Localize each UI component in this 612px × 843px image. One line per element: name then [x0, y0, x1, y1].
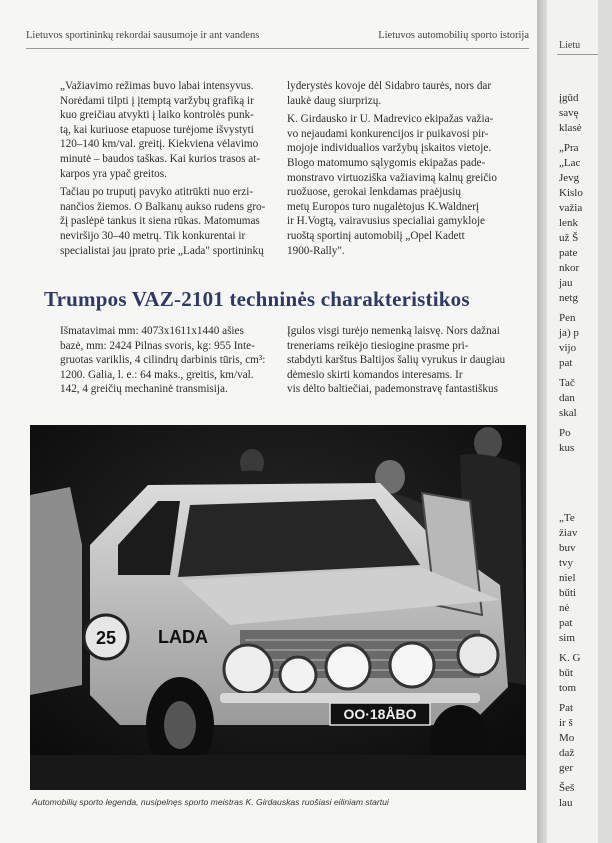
adjacent-text-fragment: K. G: [559, 652, 581, 664]
adjacent-text-fragment: jau: [559, 277, 573, 289]
adjacent-text-fragment: kus: [559, 442, 575, 454]
adjacent-text-fragment: nė: [559, 602, 570, 614]
text-line: ruožuose, gerokai lenkdamas praėjusių: [287, 186, 461, 199]
text-line: karpos yra ypač greitos.: [60, 167, 167, 180]
text-line: metų Europos turo nugalėtojus K.Waldnerį: [287, 200, 480, 213]
text-line: Blogo matomumo sąlygomis ekipažas pade-: [287, 156, 486, 169]
race-number: 25: [95, 628, 117, 648]
adjacent-text-fragment: už Š: [559, 232, 579, 244]
adjacent-text-fragment: Šeš: [559, 782, 575, 794]
text-line: nančios žiemos. O Balkanų aukso rudens gro-: [60, 200, 266, 213]
adjacent-text-fragment: Pat: [559, 702, 574, 714]
adjacent-text-fragment: „Pra: [559, 142, 579, 154]
adjacent-text-fragment: būt: [559, 667, 574, 679]
adjacent-page: [547, 0, 612, 843]
adjacent-text-fragment: niel: [559, 572, 576, 584]
text-line: 1200. Galia, l. e.: 64 maks., greitis, km/val.: [60, 368, 254, 381]
adjacent-text-fragment: lenk: [559, 217, 578, 229]
adjacent-text-fragment: Mo: [559, 732, 575, 744]
adjacent-text-fragment: vijo: [559, 342, 577, 354]
adjacent-text-fragment: lau: [559, 797, 573, 809]
page-edge: [598, 0, 612, 843]
paragraph: [287, 79, 530, 108]
text-line: K. Girdausko ir U. Madrevico ekipažas važia-: [287, 113, 494, 126]
adjacent-text-fragment: savę: [559, 107, 579, 119]
rally-photo: [30, 425, 526, 790]
text-line: 1900-Rally".: [287, 244, 345, 257]
photo-caption: Automobilių sporto legenda, nusipelnęs sporto meistras K. Girdauskas ruošiasi eiliniam startui: [32, 797, 389, 807]
text-line: Išmatavimai mm: 4073x1611x1440 ašies: [60, 325, 244, 337]
rally-car-icon: [30, 425, 526, 790]
text-line: stabdyti karštus Baltijos šalių vyrukus ir daugiau: [287, 354, 506, 367]
text-line: vis dėlto baltiečiai, pademonstravę fantastiškus: [287, 383, 498, 396]
text-line: bazė, mm: 2424 Pilnas svoris, kg: 955 Inte-: [60, 339, 255, 352]
text-line: lyderystės kovoje dėl Sidabro taurės, nors dar: [287, 80, 492, 92]
header-left-text: Lietuvos sportininkų rekordai sausumoje ir ant vandens: [26, 30, 260, 41]
text-line: dėmesio skirti komandos interesams. Ir: [287, 368, 463, 381]
adjacent-text-fragment: daž: [559, 747, 575, 759]
text-line: gruotas variklis, 4 cilindrų darbinis tūris, cm³:: [60, 354, 266, 367]
plate-text: OO·18ÅBO: [343, 706, 417, 722]
adjacent-text-fragment: pat: [559, 617, 573, 629]
adjacent-text-fragment: klasė: [559, 122, 582, 134]
text-line: ir H.Vogtą, vairavusius specialiai gamykloje: [287, 215, 486, 228]
section-title: Trumpos VAZ-2101 techninės charakteristikos: [44, 287, 470, 311]
adjacent-text-fragment: pat: [559, 357, 573, 369]
text-line: 120–140 km/val. greitį. Kiekviena vėlavimo: [60, 138, 259, 151]
adjacent-text-fragment: netg: [559, 292, 578, 304]
adjacent-text-fragment: nkor: [559, 262, 580, 274]
text-line: tą, kai kuriuose etapuose turėjome išvystyti: [60, 123, 254, 136]
adjacent-text-fragment: ir š: [559, 717, 573, 729]
adjacent-text-fragment: buv: [559, 542, 576, 554]
paragraph: [60, 324, 276, 397]
text-line: treneriams reikėjo tiesiogine prasme pri-: [287, 339, 469, 352]
adjacent-text-fragment: ja) p: [559, 327, 579, 339]
specs-column: [60, 324, 276, 401]
text-line: „Važiavimo režimas buvo labai intensyvus.: [60, 80, 254, 92]
text-line: mojoje individualios varžybų įskaitos vietoje.: [287, 142, 492, 155]
text-line: laukė daug siurprizų.: [287, 94, 382, 107]
adjacent-text-fragment: žiav: [559, 527, 578, 539]
adjacent-text-fragment: Tač: [559, 377, 575, 389]
adjacent-text-fragment: sim: [559, 632, 575, 644]
adjacent-text-fragment: Jevg: [559, 172, 580, 184]
adjacent-text-fragment: „Te: [559, 512, 575, 524]
adjacent-text-fragment: Po: [559, 427, 571, 439]
text-line: monstravo virtuoziška važiavimą kalnų greičio: [287, 171, 498, 184]
paragraph: [60, 185, 276, 258]
adjacent-text-fragment: „Lac: [559, 157, 581, 169]
adjacent-text-fragment: ger: [559, 762, 574, 774]
adjacent-page-header: Lietu: [559, 40, 581, 51]
text-line: kuo greičiau atvykti į laiko kontrolės punk-: [60, 109, 254, 122]
adjacent-text-fragment: tom: [559, 682, 577, 694]
text-column-left-top: [60, 79, 276, 262]
paragraph: [60, 79, 276, 181]
paragraph: [287, 112, 530, 258]
adjacent-text-fragment: skal: [559, 407, 577, 419]
adjacent-text-fragment: būti: [559, 587, 577, 599]
text-column-right-top: [287, 79, 530, 262]
page-gutter-shadow: [537, 0, 547, 843]
text-line: Tačiau po truputį pavyko atitrūkti nuo erzi-: [60, 186, 254, 199]
adjacent-text-fragment: dan: [559, 392, 575, 404]
text-line: vo nejaudami konkurencijos ir puikavosi pir-: [287, 127, 489, 140]
adjacent-text-fragment: Pen: [559, 312, 576, 324]
text-line: Norėdami tilpti į įtemptą varžybų grafiką ir: [60, 94, 254, 107]
text-column-right-mid: [287, 324, 530, 401]
adjacent-text-fragment: važia: [559, 202, 583, 214]
text-line: neviršijo 30–40 metrų. Tik konkurentai ir: [60, 229, 246, 242]
adjacent-text-fragment: įgūd: [559, 92, 579, 104]
text-line: specialistai jau įprato prie „Lada" sportininkų: [60, 244, 264, 257]
running-header: [26, 30, 529, 46]
adjacent-text-fragment: Kislo: [559, 187, 583, 199]
text-line: minutė – baudos taškas. Kai kurios trasos at-: [60, 152, 261, 165]
text-line: žį paslėpė tankus it siena rūkas. Matomumas: [60, 215, 260, 228]
text-line: ruoštą sportinį automobilį „Opel Kadett: [287, 229, 465, 242]
lada-sticker: LADA: [158, 627, 208, 647]
adjacent-text-fragment: tvy: [559, 557, 574, 569]
header-right-text: Lietuvos automobilių sporto istorija: [378, 30, 529, 41]
adjacent-text-fragment: pate: [559, 247, 578, 259]
text-line: 142, 4 greičių mechaninė transmisija.: [60, 383, 228, 396]
header-divider: [26, 48, 529, 49]
text-line: Įgulos visgi turėjo nemenką laisvę. Nors dažnai: [287, 325, 500, 337]
paragraph: [287, 324, 530, 397]
